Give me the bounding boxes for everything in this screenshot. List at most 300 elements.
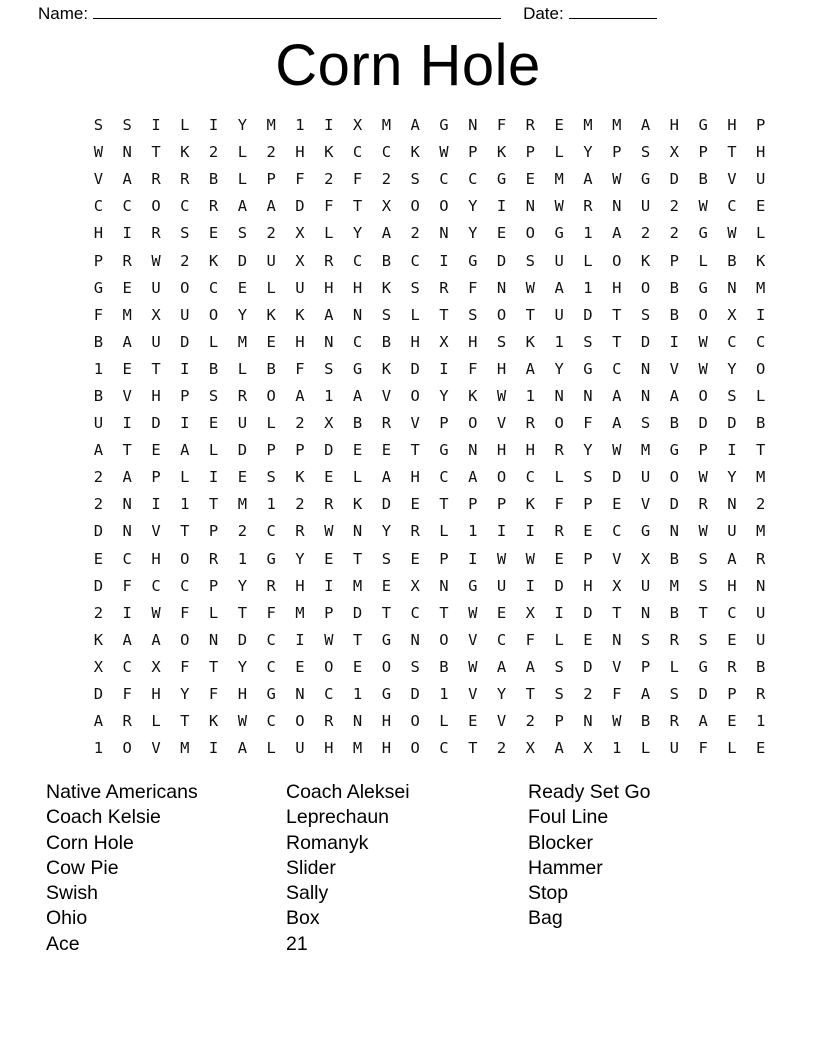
grid-cell[interactable]: T: [352, 549, 363, 568]
grid-cell[interactable]: N: [352, 305, 363, 324]
grid-cell[interactable]: F: [295, 170, 305, 189]
word-list-item[interactable]: Ace: [46, 932, 80, 955]
grid-cell[interactable]: C: [266, 630, 276, 649]
grid-cell[interactable]: D: [237, 630, 248, 649]
grid-cell[interactable]: R: [122, 712, 132, 731]
grid-cell[interactable]: E: [381, 576, 392, 595]
grid-cell[interactable]: 2: [266, 143, 276, 162]
grid-cell[interactable]: K: [381, 278, 392, 297]
grid-cell[interactable]: S: [237, 224, 248, 243]
grid-cell[interactable]: D: [410, 685, 420, 704]
grid-cell[interactable]: S: [583, 468, 593, 487]
grid-cell[interactable]: V: [122, 386, 132, 405]
grid-cell[interactable]: O: [410, 739, 420, 758]
grid-cell[interactable]: C: [352, 332, 363, 351]
grid-cell[interactable]: N: [496, 278, 507, 297]
grid-cell[interactable]: L: [352, 468, 363, 487]
grid-cell[interactable]: R: [669, 712, 679, 731]
grid-cell[interactable]: V: [151, 739, 161, 758]
grid-cell[interactable]: P: [698, 441, 708, 460]
grid-cell[interactable]: Y: [237, 305, 248, 324]
grid-cell[interactable]: K: [295, 468, 305, 487]
grid-cell[interactable]: O: [439, 197, 449, 216]
grid-cell[interactable]: C: [496, 630, 507, 649]
grid-cell[interactable]: H: [612, 278, 622, 297]
grid-cell[interactable]: N: [640, 603, 651, 622]
grid-cell[interactable]: U: [669, 739, 679, 758]
grid-cell[interactable]: L: [237, 170, 248, 189]
grid-cell[interactable]: 1: [468, 522, 478, 541]
grid-cell[interactable]: L: [266, 414, 276, 433]
grid-cell[interactable]: P: [583, 549, 593, 568]
grid-cell[interactable]: E: [352, 441, 363, 460]
grid-cell[interactable]: R: [583, 197, 593, 216]
grid-cell[interactable]: Y: [727, 359, 737, 378]
grid-cell[interactable]: T: [352, 630, 363, 649]
grid-cell[interactable]: 1: [554, 332, 564, 351]
grid-cell[interactable]: 2: [93, 468, 104, 487]
grid-cell[interactable]: E: [727, 712, 737, 731]
grid-cell[interactable]: E: [237, 468, 248, 487]
grid-cell[interactable]: Y: [237, 576, 248, 595]
grid-cell[interactable]: E: [583, 630, 593, 649]
grid-cell[interactable]: R: [151, 170, 161, 189]
grid-cell[interactable]: U: [554, 251, 564, 270]
grid-cell[interactable]: U: [295, 278, 305, 297]
grid-cell[interactable]: N: [756, 576, 766, 595]
grid-cell[interactable]: C: [208, 278, 219, 297]
word-list-item[interactable]: Swish: [46, 882, 99, 905]
grid-cell[interactable]: E: [554, 116, 564, 135]
grid-cell[interactable]: F: [122, 685, 132, 704]
grid-cell[interactable]: R: [439, 278, 449, 297]
grid-cell[interactable]: B: [669, 305, 679, 324]
grid-cell[interactable]: A: [266, 197, 276, 216]
grid-cell[interactable]: 2: [237, 522, 248, 541]
grid-cell[interactable]: A: [612, 386, 622, 405]
grid-cell[interactable]: A: [122, 630, 132, 649]
grid-cell[interactable]: P: [727, 685, 737, 704]
grid-cell[interactable]: R: [266, 576, 276, 595]
grid-cell[interactable]: X: [410, 576, 420, 595]
grid-cell[interactable]: K: [640, 251, 651, 270]
grid-cell[interactable]: P: [439, 414, 449, 433]
grid-cell[interactable]: D: [237, 251, 248, 270]
grid-cell[interactable]: R: [208, 197, 219, 216]
grid-cell[interactable]: V: [410, 414, 420, 433]
grid-cell[interactable]: D: [496, 251, 507, 270]
grid-cell[interactable]: M: [756, 278, 766, 297]
grid-cell[interactable]: A: [237, 739, 248, 758]
grid-cell[interactable]: W: [612, 170, 622, 189]
grid-cell[interactable]: X: [727, 305, 737, 324]
grid-cell[interactable]: H: [525, 441, 536, 460]
grid-cell[interactable]: H: [496, 359, 507, 378]
grid-cell[interactable]: W: [525, 549, 536, 568]
grid-cell[interactable]: K: [525, 495, 536, 514]
grid-cell[interactable]: D: [237, 441, 248, 460]
grid-cell[interactable]: N: [612, 630, 622, 649]
grid-cell[interactable]: R: [669, 630, 679, 649]
grid-cell[interactable]: Y: [583, 143, 593, 162]
grid-cell[interactable]: G: [468, 576, 478, 595]
grid-cell[interactable]: G: [93, 278, 104, 297]
grid-cell[interactable]: O: [756, 359, 766, 378]
grid-cell[interactable]: I: [756, 305, 766, 324]
grid-cell[interactable]: E: [381, 441, 392, 460]
grid-cell[interactable]: G: [352, 359, 363, 378]
grid-cell[interactable]: M: [640, 441, 651, 460]
grid-cell[interactable]: Y: [237, 657, 248, 676]
grid-cell[interactable]: E: [324, 468, 334, 487]
grid-cell[interactable]: S: [554, 657, 564, 676]
grid-cell[interactable]: W: [525, 278, 536, 297]
grid-cell[interactable]: P: [583, 495, 593, 514]
grid-cell[interactable]: B: [208, 359, 219, 378]
grid-cell[interactable]: 1: [612, 739, 622, 758]
grid-cell[interactable]: M: [180, 739, 190, 758]
grid-cell[interactable]: M: [237, 495, 248, 514]
grid-cell[interactable]: C: [727, 197, 737, 216]
grid-cell[interactable]: L: [439, 522, 449, 541]
grid-cell[interactable]: G: [640, 522, 651, 541]
grid-cell[interactable]: H: [381, 739, 392, 758]
grid-cell[interactable]: M: [381, 116, 392, 135]
grid-cell[interactable]: W: [496, 386, 507, 405]
grid-cell[interactable]: P: [756, 116, 766, 135]
grid-cell[interactable]: S: [324, 359, 334, 378]
grid-cell[interactable]: V: [727, 170, 737, 189]
grid-cell[interactable]: I: [295, 630, 305, 649]
grid-cell[interactable]: S: [381, 305, 392, 324]
grid-cell[interactable]: X: [93, 657, 104, 676]
grid-cell[interactable]: N: [727, 278, 737, 297]
grid-cell[interactable]: I: [180, 414, 190, 433]
grid-cell[interactable]: I: [151, 116, 161, 135]
grid-cell[interactable]: C: [468, 170, 478, 189]
grid-cell[interactable]: O: [122, 739, 132, 758]
grid-cell[interactable]: F: [295, 359, 305, 378]
grid-cell[interactable]: O: [410, 197, 420, 216]
grid-cell[interactable]: N: [122, 495, 132, 514]
grid-cell[interactable]: O: [439, 630, 449, 649]
grid-cell[interactable]: T: [237, 603, 248, 622]
grid-cell[interactable]: S: [381, 549, 392, 568]
grid-cell[interactable]: A: [122, 170, 132, 189]
grid-cell[interactable]: M: [669, 576, 679, 595]
grid-cell[interactable]: R: [525, 116, 536, 135]
grid-cell[interactable]: S: [698, 630, 708, 649]
grid-cell[interactable]: W: [698, 468, 708, 487]
grid-cell[interactable]: I: [727, 441, 737, 460]
grid-cell[interactable]: M: [352, 576, 363, 595]
grid-cell[interactable]: H: [93, 224, 104, 243]
grid-cell[interactable]: C: [727, 603, 737, 622]
grid-cell[interactable]: L: [208, 332, 219, 351]
grid-cell[interactable]: D: [151, 414, 161, 433]
grid-cell[interactable]: C: [122, 657, 132, 676]
grid-cell[interactable]: K: [324, 143, 334, 162]
grid-cell[interactable]: B: [727, 251, 737, 270]
grid-cell[interactable]: U: [756, 170, 766, 189]
grid-cell[interactable]: D: [180, 332, 190, 351]
grid-cell[interactable]: C: [525, 468, 536, 487]
grid-cell[interactable]: O: [525, 224, 536, 243]
grid-cell[interactable]: O: [180, 278, 190, 297]
grid-cell[interactable]: N: [554, 386, 564, 405]
grid-cell[interactable]: R: [410, 522, 420, 541]
grid-cell[interactable]: R: [554, 441, 564, 460]
grid-cell[interactable]: B: [93, 386, 104, 405]
grid-cell[interactable]: H: [151, 549, 161, 568]
grid-cell[interactable]: O: [208, 305, 219, 324]
grid-cell[interactable]: X: [151, 305, 161, 324]
grid-cell[interactable]: D: [554, 576, 564, 595]
grid-cell[interactable]: C: [266, 712, 276, 731]
grid-cell[interactable]: I: [468, 549, 478, 568]
grid-cell[interactable]: L: [554, 630, 564, 649]
grid-cell[interactable]: D: [640, 332, 651, 351]
grid-cell[interactable]: U: [151, 278, 161, 297]
grid-cell[interactable]: C: [266, 657, 276, 676]
grid-cell[interactable]: C: [612, 359, 622, 378]
grid-cell[interactable]: B: [640, 712, 651, 731]
grid-cell[interactable]: I: [439, 251, 449, 270]
grid-cell[interactable]: R: [324, 495, 334, 514]
grid-cell[interactable]: V: [669, 359, 679, 378]
grid-cell[interactable]: S: [468, 305, 478, 324]
grid-cell[interactable]: E: [93, 549, 104, 568]
grid-cell[interactable]: G: [554, 224, 564, 243]
grid-cell[interactable]: T: [525, 685, 536, 704]
grid-cell[interactable]: O: [324, 657, 334, 676]
grid-cell[interactable]: 2: [93, 495, 104, 514]
grid-cell[interactable]: G: [439, 116, 449, 135]
grid-cell[interactable]: K: [496, 143, 507, 162]
grid-cell[interactable]: Y: [381, 522, 392, 541]
grid-cell[interactable]: P: [208, 522, 219, 541]
grid-cell[interactable]: V: [496, 712, 507, 731]
grid-cell[interactable]: F: [698, 739, 708, 758]
grid-cell[interactable]: A: [640, 116, 651, 135]
date-input-rule[interactable]: [569, 5, 657, 19]
grid-cell[interactable]: X: [151, 657, 161, 676]
grid-cell[interactable]: H: [756, 143, 766, 162]
grid-cell[interactable]: D: [669, 495, 679, 514]
grid-cell[interactable]: P: [439, 549, 449, 568]
grid-cell[interactable]: G: [381, 630, 392, 649]
grid-cell[interactable]: O: [640, 278, 651, 297]
grid-cell[interactable]: A: [295, 386, 305, 405]
grid-cell[interactable]: L: [727, 739, 737, 758]
grid-cell[interactable]: N: [525, 197, 536, 216]
grid-cell[interactable]: P: [266, 170, 276, 189]
grid-cell[interactable]: G: [640, 170, 651, 189]
grid-cell[interactable]: A: [554, 739, 564, 758]
grid-cell[interactable]: E: [295, 657, 305, 676]
grid-cell[interactable]: A: [583, 170, 593, 189]
grid-cell[interactable]: U: [237, 414, 248, 433]
grid-cell[interactable]: L: [180, 116, 190, 135]
grid-cell[interactable]: K: [208, 251, 219, 270]
grid-cell[interactable]: P: [468, 495, 478, 514]
grid-cell[interactable]: M: [756, 468, 766, 487]
grid-cell[interactable]: R: [180, 170, 190, 189]
grid-cell[interactable]: L: [756, 224, 766, 243]
grid-cell[interactable]: E: [266, 332, 276, 351]
grid-cell[interactable]: F: [180, 657, 190, 676]
grid-cell[interactable]: X: [525, 603, 536, 622]
grid-cell[interactable]: F: [525, 630, 536, 649]
grid-cell[interactable]: W: [698, 359, 708, 378]
grid-cell[interactable]: L: [583, 251, 593, 270]
grid-cell[interactable]: A: [525, 657, 536, 676]
grid-cell[interactable]: E: [208, 224, 219, 243]
grid-cell[interactable]: U: [496, 576, 507, 595]
grid-cell[interactable]: I: [180, 359, 190, 378]
grid-cell[interactable]: F: [180, 603, 190, 622]
grid-cell[interactable]: L: [554, 468, 564, 487]
grid-cell[interactable]: H: [381, 712, 392, 731]
grid-cell[interactable]: M: [612, 116, 622, 135]
grid-cell[interactable]: T: [612, 305, 622, 324]
grid-cell[interactable]: E: [583, 522, 593, 541]
grid-cell[interactable]: S: [669, 685, 679, 704]
grid-cell[interactable]: G: [669, 441, 679, 460]
grid-cell[interactable]: U: [180, 305, 190, 324]
word-list-item[interactable]: Coach Aleksei: [286, 781, 410, 803]
grid-cell[interactable]: I: [122, 414, 132, 433]
grid-cell[interactable]: B: [93, 332, 104, 351]
grid-cell[interactable]: F: [122, 576, 132, 595]
grid-cell[interactable]: G: [698, 116, 708, 135]
grid-cell[interactable]: D: [583, 603, 593, 622]
grid-cell[interactable]: K: [180, 143, 190, 162]
grid-cell[interactable]: W: [698, 197, 708, 216]
grid-cell[interactable]: U: [295, 739, 305, 758]
grid-cell[interactable]: A: [727, 549, 737, 568]
grid-cell[interactable]: N: [640, 359, 651, 378]
grid-cell[interactable]: X: [324, 414, 334, 433]
grid-cell[interactable]: T: [525, 305, 536, 324]
grid-cell[interactable]: 2: [669, 197, 679, 216]
grid-cell[interactable]: O: [698, 386, 708, 405]
grid-cell[interactable]: Y: [496, 685, 507, 704]
word-list-item[interactable]: Blocker: [528, 831, 594, 854]
grid-cell[interactable]: X: [295, 251, 305, 270]
grid-cell[interactable]: X: [525, 739, 536, 758]
grid-cell[interactable]: K: [410, 143, 420, 162]
grid-cell[interactable]: S: [208, 386, 219, 405]
word-list-item[interactable]: Box: [286, 907, 320, 930]
grid-cell[interactable]: W: [237, 712, 248, 731]
grid-cell[interactable]: L: [237, 143, 248, 162]
grid-cell[interactable]: E: [756, 739, 766, 758]
grid-cell[interactable]: U: [756, 630, 766, 649]
grid-cell[interactable]: 2: [93, 603, 104, 622]
grid-cell[interactable]: L: [324, 224, 334, 243]
grid-cell[interactable]: H: [410, 468, 420, 487]
grid-cell[interactable]: E: [324, 549, 334, 568]
grid-cell[interactable]: M: [583, 116, 593, 135]
grid-cell[interactable]: X: [439, 332, 449, 351]
grid-cell[interactable]: K: [756, 251, 766, 270]
grid-cell[interactable]: P: [208, 576, 219, 595]
grid-cell[interactable]: H: [727, 116, 737, 135]
grid-cell[interactable]: E: [496, 224, 507, 243]
grid-cell[interactable]: N: [410, 630, 420, 649]
grid-cell[interactable]: V: [93, 170, 104, 189]
grid-cell[interactable]: H: [727, 576, 737, 595]
grid-cell[interactable]: G: [439, 441, 449, 460]
grid-cell[interactable]: W: [612, 441, 622, 460]
grid-cell[interactable]: R: [122, 251, 132, 270]
grid-cell[interactable]: C: [756, 332, 766, 351]
grid-cell[interactable]: U: [640, 576, 651, 595]
grid-cell[interactable]: 1: [352, 685, 363, 704]
grid-cell[interactable]: H: [151, 685, 161, 704]
grid-cell[interactable]: E: [496, 603, 507, 622]
grid-cell[interactable]: W: [698, 332, 708, 351]
grid-cell[interactable]: O: [612, 251, 622, 270]
grid-cell[interactable]: I: [324, 576, 334, 595]
grid-cell[interactable]: L: [266, 739, 276, 758]
grid-cell[interactable]: N: [439, 576, 449, 595]
grid-cell[interactable]: V: [468, 630, 478, 649]
grid-cell[interactable]: F: [468, 278, 478, 297]
grid-cell[interactable]: W: [151, 251, 161, 270]
grid-cell[interactable]: A: [612, 414, 622, 433]
grid-cell[interactable]: U: [640, 197, 651, 216]
grid-cell[interactable]: I: [151, 495, 161, 514]
grid-cell[interactable]: 2: [295, 495, 305, 514]
grid-cell[interactable]: A: [410, 116, 420, 135]
grid-cell[interactable]: D: [669, 170, 679, 189]
grid-cell[interactable]: I: [208, 739, 219, 758]
grid-cell[interactable]: F: [93, 305, 104, 324]
grid-cell[interactable]: R: [324, 251, 334, 270]
grid-cell[interactable]: P: [554, 712, 564, 731]
grid-cell[interactable]: 2: [525, 712, 536, 731]
grid-cell[interactable]: L: [698, 251, 708, 270]
grid-cell[interactable]: T: [208, 657, 219, 676]
grid-cell[interactable]: L: [640, 739, 651, 758]
grid-cell[interactable]: S: [640, 305, 651, 324]
grid-cell[interactable]: O: [468, 414, 478, 433]
grid-cell[interactable]: V: [612, 657, 622, 676]
grid-cell[interactable]: I: [496, 197, 507, 216]
grid-cell[interactable]: G: [698, 278, 708, 297]
grid-cell[interactable]: C: [180, 197, 190, 216]
grid-cell[interactable]: H: [324, 739, 334, 758]
grid-cell[interactable]: S: [266, 468, 276, 487]
grid-cell[interactable]: 1: [324, 386, 334, 405]
grid-cell[interactable]: 2: [669, 224, 679, 243]
grid-cell[interactable]: H: [295, 143, 305, 162]
grid-cell[interactable]: W: [468, 657, 478, 676]
grid-cell[interactable]: 2: [180, 251, 190, 270]
grid-cell[interactable]: B: [756, 657, 766, 676]
grid-cell[interactable]: H: [496, 441, 507, 460]
grid-cell[interactable]: C: [727, 332, 737, 351]
grid-cell[interactable]: K: [525, 332, 536, 351]
grid-cell[interactable]: W: [698, 522, 708, 541]
grid-cell[interactable]: N: [468, 116, 478, 135]
grid-cell[interactable]: K: [93, 630, 104, 649]
grid-cell[interactable]: L: [439, 712, 449, 731]
grid-cell[interactable]: Y: [295, 549, 305, 568]
grid-cell[interactable]: 1: [93, 739, 104, 758]
